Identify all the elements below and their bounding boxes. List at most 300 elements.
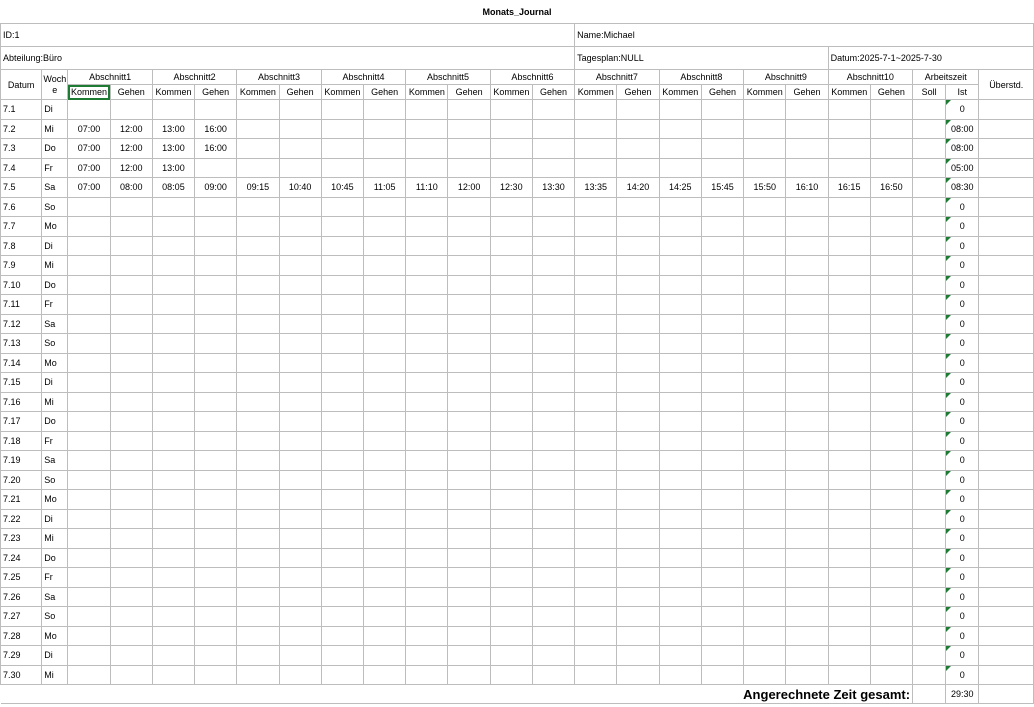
ist-cell[interactable] (946, 607, 979, 627)
kommen-cell[interactable] (744, 158, 786, 178)
gehen-cell[interactable] (870, 548, 912, 568)
gehen-cell[interactable] (195, 275, 237, 295)
kommen-cell[interactable] (659, 490, 701, 510)
gehen-cell[interactable] (364, 568, 406, 588)
kommen-cell[interactable] (152, 412, 194, 432)
kommen-cell[interactable] (68, 412, 110, 432)
gehen-cell[interactable] (195, 646, 237, 666)
kommen-cell[interactable] (744, 353, 786, 373)
date-cell[interactable]: 7.25 (1, 568, 42, 588)
kommen-cell[interactable]: 11:10 (406, 178, 448, 198)
kommen-cell[interactable] (406, 236, 448, 256)
kommen-cell[interactable] (321, 217, 363, 237)
soll-cell[interactable] (913, 509, 946, 529)
kommen-cell[interactable] (744, 431, 786, 451)
gehen-cell[interactable] (195, 392, 237, 412)
kommen-cell[interactable] (406, 197, 448, 217)
kommen-cell[interactable] (406, 626, 448, 646)
kommen-cell[interactable] (321, 139, 363, 159)
gehen-cell[interactable] (701, 158, 743, 178)
gehen-cell[interactable] (870, 568, 912, 588)
gehen-cell[interactable] (279, 314, 321, 334)
gehen-cell[interactable] (279, 256, 321, 276)
kommen-cell[interactable] (237, 275, 279, 295)
kommen-cell[interactable] (68, 392, 110, 412)
gehen-cell[interactable] (532, 119, 574, 139)
gehen-cell[interactable] (110, 197, 152, 217)
gehen-cell[interactable] (110, 509, 152, 529)
gehen-cell[interactable] (870, 509, 912, 529)
kommen-cell[interactable] (744, 451, 786, 471)
kommen-cell[interactable] (575, 529, 617, 549)
kommen-cell[interactable] (152, 431, 194, 451)
ist-cell[interactable] (946, 217, 979, 237)
kommen-cell[interactable] (744, 217, 786, 237)
kommen-cell[interactable] (406, 139, 448, 159)
gehen-cell[interactable] (532, 236, 574, 256)
gehen-cell[interactable] (110, 607, 152, 627)
gehen-cell[interactable] (701, 119, 743, 139)
date-cell[interactable]: 7.17 (1, 412, 42, 432)
kommen-cell[interactable] (321, 548, 363, 568)
weekday-cell[interactable]: Sa (42, 451, 68, 471)
gehen-cell[interactable] (617, 119, 659, 139)
ist-cell[interactable] (946, 646, 979, 666)
kommen-cell[interactable] (68, 431, 110, 451)
gehen-cell[interactable] (279, 412, 321, 432)
gehen-cell[interactable] (448, 412, 490, 432)
gehen-cell[interactable] (448, 587, 490, 607)
weekday-cell[interactable]: Di (42, 373, 68, 393)
soll-cell[interactable] (913, 217, 946, 237)
ist-cell[interactable] (946, 665, 979, 685)
weekday-cell[interactable]: Di (42, 646, 68, 666)
gehen-cell[interactable] (364, 646, 406, 666)
gehen-cell[interactable] (870, 217, 912, 237)
gehen-cell[interactable] (448, 334, 490, 354)
gehen-cell[interactable] (870, 392, 912, 412)
gehen-cell[interactable] (532, 509, 574, 529)
gehen-cell[interactable] (110, 353, 152, 373)
date-cell[interactable]: 7.3 (1, 139, 42, 159)
kommen-cell[interactable] (828, 197, 870, 217)
kommen-cell[interactable] (406, 509, 448, 529)
ueberstd-cell[interactable] (979, 392, 1034, 412)
gehen-cell[interactable] (279, 665, 321, 685)
kommen-cell[interactable] (575, 548, 617, 568)
kommen-cell[interactable] (490, 412, 532, 432)
weekday-cell[interactable]: Do (42, 548, 68, 568)
kommen-cell[interactable] (68, 353, 110, 373)
kommen-cell[interactable] (490, 353, 532, 373)
date-cell[interactable]: 7.11 (1, 295, 42, 315)
gehen-cell[interactable] (364, 392, 406, 412)
gehen-cell[interactable]: 12:00 (110, 119, 152, 139)
kommen-cell[interactable] (490, 158, 532, 178)
gehen-cell[interactable] (701, 353, 743, 373)
soll-cell[interactable] (913, 412, 946, 432)
ueberstd-cell[interactable] (979, 256, 1034, 276)
name-cell[interactable]: Name:Michael (575, 24, 1034, 47)
datum-range-cell[interactable]: Datum:2025-7-1~2025-7-30 (828, 47, 1033, 70)
ueberstd-cell[interactable] (979, 373, 1034, 393)
gehen-cell[interactable] (364, 373, 406, 393)
soll-cell[interactable] (913, 158, 946, 178)
gehen-cell[interactable]: 12:00 (448, 178, 490, 198)
kommen-cell[interactable] (237, 392, 279, 412)
soll-cell[interactable] (913, 119, 946, 139)
kommen-cell[interactable] (237, 334, 279, 354)
weekday-cell[interactable]: Mi (42, 119, 68, 139)
gehen-cell[interactable] (870, 295, 912, 315)
gehen-cell[interactable] (195, 100, 237, 120)
kommen-cell[interactable] (152, 646, 194, 666)
gehen-cell[interactable] (701, 646, 743, 666)
kommen-cell[interactable] (659, 217, 701, 237)
gehen-cell[interactable] (786, 607, 828, 627)
kommen-cell[interactable] (490, 314, 532, 334)
gehen-cell[interactable] (617, 490, 659, 510)
gehen-cell[interactable]: 12:00 (110, 158, 152, 178)
gehen-cell[interactable] (279, 646, 321, 666)
gehen-cell[interactable] (870, 334, 912, 354)
gehen-cell[interactable] (786, 334, 828, 354)
kommen-cell[interactable] (68, 548, 110, 568)
kommen-cell[interactable] (659, 100, 701, 120)
kommen-cell[interactable] (575, 587, 617, 607)
soll-cell[interactable] (913, 587, 946, 607)
weekday-cell[interactable]: Fr (42, 158, 68, 178)
gehen-cell[interactable] (110, 548, 152, 568)
gehen-cell[interactable] (617, 665, 659, 685)
gehen-cell[interactable] (110, 275, 152, 295)
kommen-cell[interactable] (68, 236, 110, 256)
gehen-cell[interactable] (195, 509, 237, 529)
ueberstd-cell[interactable] (979, 490, 1034, 510)
kommen-cell[interactable] (152, 353, 194, 373)
kommen-cell[interactable] (406, 100, 448, 120)
gehen-cell[interactable] (195, 665, 237, 685)
gehen-cell[interactable] (532, 626, 574, 646)
kommen-cell[interactable] (828, 373, 870, 393)
gehen-cell[interactable] (701, 392, 743, 412)
gehen-cell[interactable] (448, 353, 490, 373)
gehen-cell[interactable] (364, 236, 406, 256)
gehen-cell[interactable] (786, 314, 828, 334)
ueberstd-cell[interactable] (979, 197, 1034, 217)
kommen-cell[interactable] (152, 470, 194, 490)
kommen-cell[interactable] (490, 100, 532, 120)
soll-cell[interactable] (913, 353, 946, 373)
gehen-cell[interactable] (532, 431, 574, 451)
date-cell[interactable]: 7.22 (1, 509, 42, 529)
gehen-cell[interactable] (364, 256, 406, 276)
kommen-cell[interactable] (490, 451, 532, 471)
kommen-cell[interactable] (406, 119, 448, 139)
gehen-cell[interactable] (110, 236, 152, 256)
kommen-cell[interactable] (321, 334, 363, 354)
kommen-cell[interactable] (490, 392, 532, 412)
kommen-cell[interactable] (237, 607, 279, 627)
gehen-cell[interactable] (448, 197, 490, 217)
kommen-cell[interactable]: 12:30 (490, 178, 532, 198)
gehen-cell[interactable] (617, 373, 659, 393)
gehen-cell[interactable] (617, 275, 659, 295)
kommen-cell[interactable] (744, 334, 786, 354)
kommen-cell[interactable] (237, 295, 279, 315)
kommen-cell[interactable] (406, 568, 448, 588)
kommen-cell[interactable] (237, 665, 279, 685)
ist-cell[interactable] (946, 334, 979, 354)
gehen-cell[interactable] (786, 451, 828, 471)
kommen-cell[interactable] (490, 470, 532, 490)
kommen-cell[interactable] (828, 509, 870, 529)
kommen-cell[interactable] (321, 314, 363, 334)
gehen-cell[interactable] (617, 392, 659, 412)
ist-cell[interactable] (946, 548, 979, 568)
gehen-cell[interactable] (110, 529, 152, 549)
gehen-cell[interactable] (448, 529, 490, 549)
ist-cell[interactable] (946, 119, 979, 139)
gehen-cell[interactable] (195, 197, 237, 217)
gehen-cell[interactable] (701, 470, 743, 490)
kommen-cell[interactable] (152, 275, 194, 295)
weekday-cell[interactable]: So (42, 470, 68, 490)
gehen-cell[interactable] (364, 295, 406, 315)
kommen-cell[interactable] (321, 587, 363, 607)
gehen-cell[interactable] (279, 451, 321, 471)
kommen-cell[interactable] (406, 470, 448, 490)
kommen-cell[interactable] (828, 119, 870, 139)
gehen-cell[interactable] (786, 119, 828, 139)
kommen-cell[interactable] (68, 568, 110, 588)
kommen-cell[interactable] (152, 197, 194, 217)
gehen-cell[interactable] (870, 451, 912, 471)
kommen-cell[interactable] (490, 256, 532, 276)
kommen-cell[interactable] (406, 451, 448, 471)
gehen-cell[interactable] (701, 236, 743, 256)
kommen-cell[interactable] (237, 470, 279, 490)
gehen-cell[interactable] (532, 275, 574, 295)
kommen-cell[interactable] (490, 646, 532, 666)
kommen-cell[interactable]: 07:00 (68, 119, 110, 139)
gehen-cell[interactable] (786, 412, 828, 432)
kommen-cell[interactable] (152, 236, 194, 256)
gehen-cell[interactable] (617, 139, 659, 159)
kommen-cell[interactable] (321, 295, 363, 315)
soll-cell[interactable] (913, 490, 946, 510)
kommen-cell[interactable] (68, 217, 110, 237)
kommen-cell[interactable] (744, 314, 786, 334)
gehen-cell[interactable] (617, 353, 659, 373)
kommen-cell[interactable] (68, 509, 110, 529)
kommen-cell[interactable] (744, 646, 786, 666)
gehen-cell[interactable] (448, 119, 490, 139)
gehen-cell[interactable] (870, 353, 912, 373)
kommen-cell[interactable] (321, 529, 363, 549)
soll-cell[interactable] (913, 607, 946, 627)
gehen-cell[interactable] (195, 587, 237, 607)
kommen-cell[interactable] (828, 587, 870, 607)
date-cell[interactable]: 7.2 (1, 119, 42, 139)
kommen-cell[interactable] (68, 373, 110, 393)
ueberstd-cell[interactable] (979, 178, 1034, 198)
kommen-cell[interactable] (575, 334, 617, 354)
gehen-cell[interactable] (279, 373, 321, 393)
ueberstd-cell[interactable] (979, 100, 1034, 120)
ueberstd-cell[interactable] (979, 470, 1034, 490)
ist-cell[interactable] (946, 295, 979, 315)
kommen-cell[interactable] (744, 490, 786, 510)
gehen-cell[interactable] (364, 197, 406, 217)
gehen-cell[interactable] (279, 295, 321, 315)
kommen-cell[interactable]: 15:50 (744, 178, 786, 198)
gehen-cell[interactable] (870, 646, 912, 666)
ist-cell[interactable] (946, 412, 979, 432)
gehen-cell[interactable] (195, 568, 237, 588)
date-cell[interactable]: 7.9 (1, 256, 42, 276)
gehen-cell[interactable] (617, 334, 659, 354)
kommen-cell[interactable] (321, 275, 363, 295)
gehen-cell[interactable] (364, 275, 406, 295)
gehen-cell[interactable] (448, 256, 490, 276)
kommen-cell[interactable] (321, 236, 363, 256)
kommen-cell[interactable] (828, 490, 870, 510)
ist-cell[interactable] (946, 353, 979, 373)
gehen-cell[interactable] (617, 626, 659, 646)
ueberstd-cell[interactable] (979, 295, 1034, 315)
kommen-cell[interactable] (321, 158, 363, 178)
gehen-cell[interactable] (364, 529, 406, 549)
gehen-cell[interactable] (532, 587, 574, 607)
gehen-cell[interactable] (448, 295, 490, 315)
gehen-cell[interactable] (279, 100, 321, 120)
kommen-cell[interactable] (575, 568, 617, 588)
ueberstd-cell[interactable] (979, 217, 1034, 237)
date-cell[interactable]: 7.13 (1, 334, 42, 354)
ueberstd-cell[interactable] (979, 548, 1034, 568)
kommen-cell[interactable] (744, 295, 786, 315)
kommen-cell[interactable] (828, 646, 870, 666)
kommen-cell[interactable] (406, 256, 448, 276)
kommen-cell[interactable] (659, 587, 701, 607)
kommen-cell[interactable] (237, 256, 279, 276)
date-cell[interactable]: 7.21 (1, 490, 42, 510)
kommen-cell[interactable] (406, 412, 448, 432)
gehen-cell[interactable]: 15:45 (701, 178, 743, 198)
kommen-cell[interactable] (68, 100, 110, 120)
gehen-cell[interactable] (195, 373, 237, 393)
kommen-cell[interactable] (490, 529, 532, 549)
kommen-cell[interactable] (575, 392, 617, 412)
ist-cell[interactable] (946, 587, 979, 607)
gehen-cell[interactable] (617, 295, 659, 315)
date-cell[interactable]: 7.7 (1, 217, 42, 237)
gehen-cell[interactable]: 16:50 (870, 178, 912, 198)
kommen-cell[interactable]: 08:05 (152, 178, 194, 198)
kommen-cell[interactable] (152, 490, 194, 510)
ueberstd-cell[interactable] (979, 509, 1034, 529)
kommen-cell[interactable] (744, 256, 786, 276)
gehen-cell[interactable] (786, 568, 828, 588)
ueberstd-cell[interactable] (979, 607, 1034, 627)
soll-cell[interactable] (913, 334, 946, 354)
kommen-cell[interactable] (659, 451, 701, 471)
gehen-cell[interactable] (195, 470, 237, 490)
gehen-cell[interactable] (617, 646, 659, 666)
gehen-cell[interactable] (701, 529, 743, 549)
soll-cell[interactable] (913, 256, 946, 276)
ueberstd-cell[interactable] (979, 236, 1034, 256)
gehen-cell[interactable] (279, 197, 321, 217)
kommen-cell[interactable] (659, 626, 701, 646)
gehen-cell[interactable] (617, 509, 659, 529)
gehen-cell[interactable]: 16:00 (195, 119, 237, 139)
gehen-cell[interactable] (364, 431, 406, 451)
kommen-cell[interactable] (321, 100, 363, 120)
kommen-cell[interactable] (406, 548, 448, 568)
kommen-cell[interactable] (744, 236, 786, 256)
gehen-cell[interactable] (195, 236, 237, 256)
kommen-cell[interactable] (406, 275, 448, 295)
kommen-cell[interactable] (659, 529, 701, 549)
gehen-cell[interactable] (786, 665, 828, 685)
gehen-cell[interactable] (870, 256, 912, 276)
gehen-cell[interactable] (448, 665, 490, 685)
date-cell[interactable]: 7.28 (1, 626, 42, 646)
kommen-cell[interactable]: 09:15 (237, 178, 279, 198)
gehen-cell[interactable] (786, 275, 828, 295)
kommen-cell[interactable] (575, 470, 617, 490)
kommen-cell[interactable] (575, 509, 617, 529)
kommen-cell[interactable] (575, 490, 617, 510)
kommen-cell[interactable] (237, 626, 279, 646)
kommen-cell[interactable] (152, 587, 194, 607)
gehen-cell[interactable] (532, 412, 574, 432)
ueberstd-cell[interactable] (979, 529, 1034, 549)
kommen-cell[interactable] (828, 295, 870, 315)
soll-cell[interactable] (913, 373, 946, 393)
gehen-cell[interactable] (110, 665, 152, 685)
gehen-cell[interactable] (364, 626, 406, 646)
kommen-cell[interactable] (406, 529, 448, 549)
kommen-cell[interactable] (490, 509, 532, 529)
ueberstd-cell[interactable] (979, 275, 1034, 295)
gehen-cell[interactable] (786, 431, 828, 451)
gehen-cell[interactable] (786, 217, 828, 237)
gehen-cell[interactable] (364, 665, 406, 685)
kommen-cell[interactable] (237, 353, 279, 373)
gehen-cell[interactable] (532, 646, 574, 666)
kommen-cell[interactable] (321, 256, 363, 276)
kommen-cell[interactable] (575, 275, 617, 295)
kommen-cell[interactable] (68, 470, 110, 490)
kommen-cell[interactable] (659, 607, 701, 627)
soll-cell[interactable] (913, 197, 946, 217)
kommen-cell[interactable] (659, 665, 701, 685)
kommen-cell[interactable] (659, 158, 701, 178)
gehen-cell[interactable] (110, 412, 152, 432)
kommen-cell[interactable] (68, 607, 110, 627)
gehen-cell[interactable] (448, 646, 490, 666)
kommen-cell[interactable] (659, 548, 701, 568)
weekday-cell[interactable]: Di (42, 509, 68, 529)
gehen-cell[interactable] (532, 373, 574, 393)
gehen-cell[interactable] (279, 509, 321, 529)
gehen-cell[interactable] (786, 373, 828, 393)
kommen-cell[interactable] (406, 373, 448, 393)
kommen-cell[interactable] (237, 236, 279, 256)
